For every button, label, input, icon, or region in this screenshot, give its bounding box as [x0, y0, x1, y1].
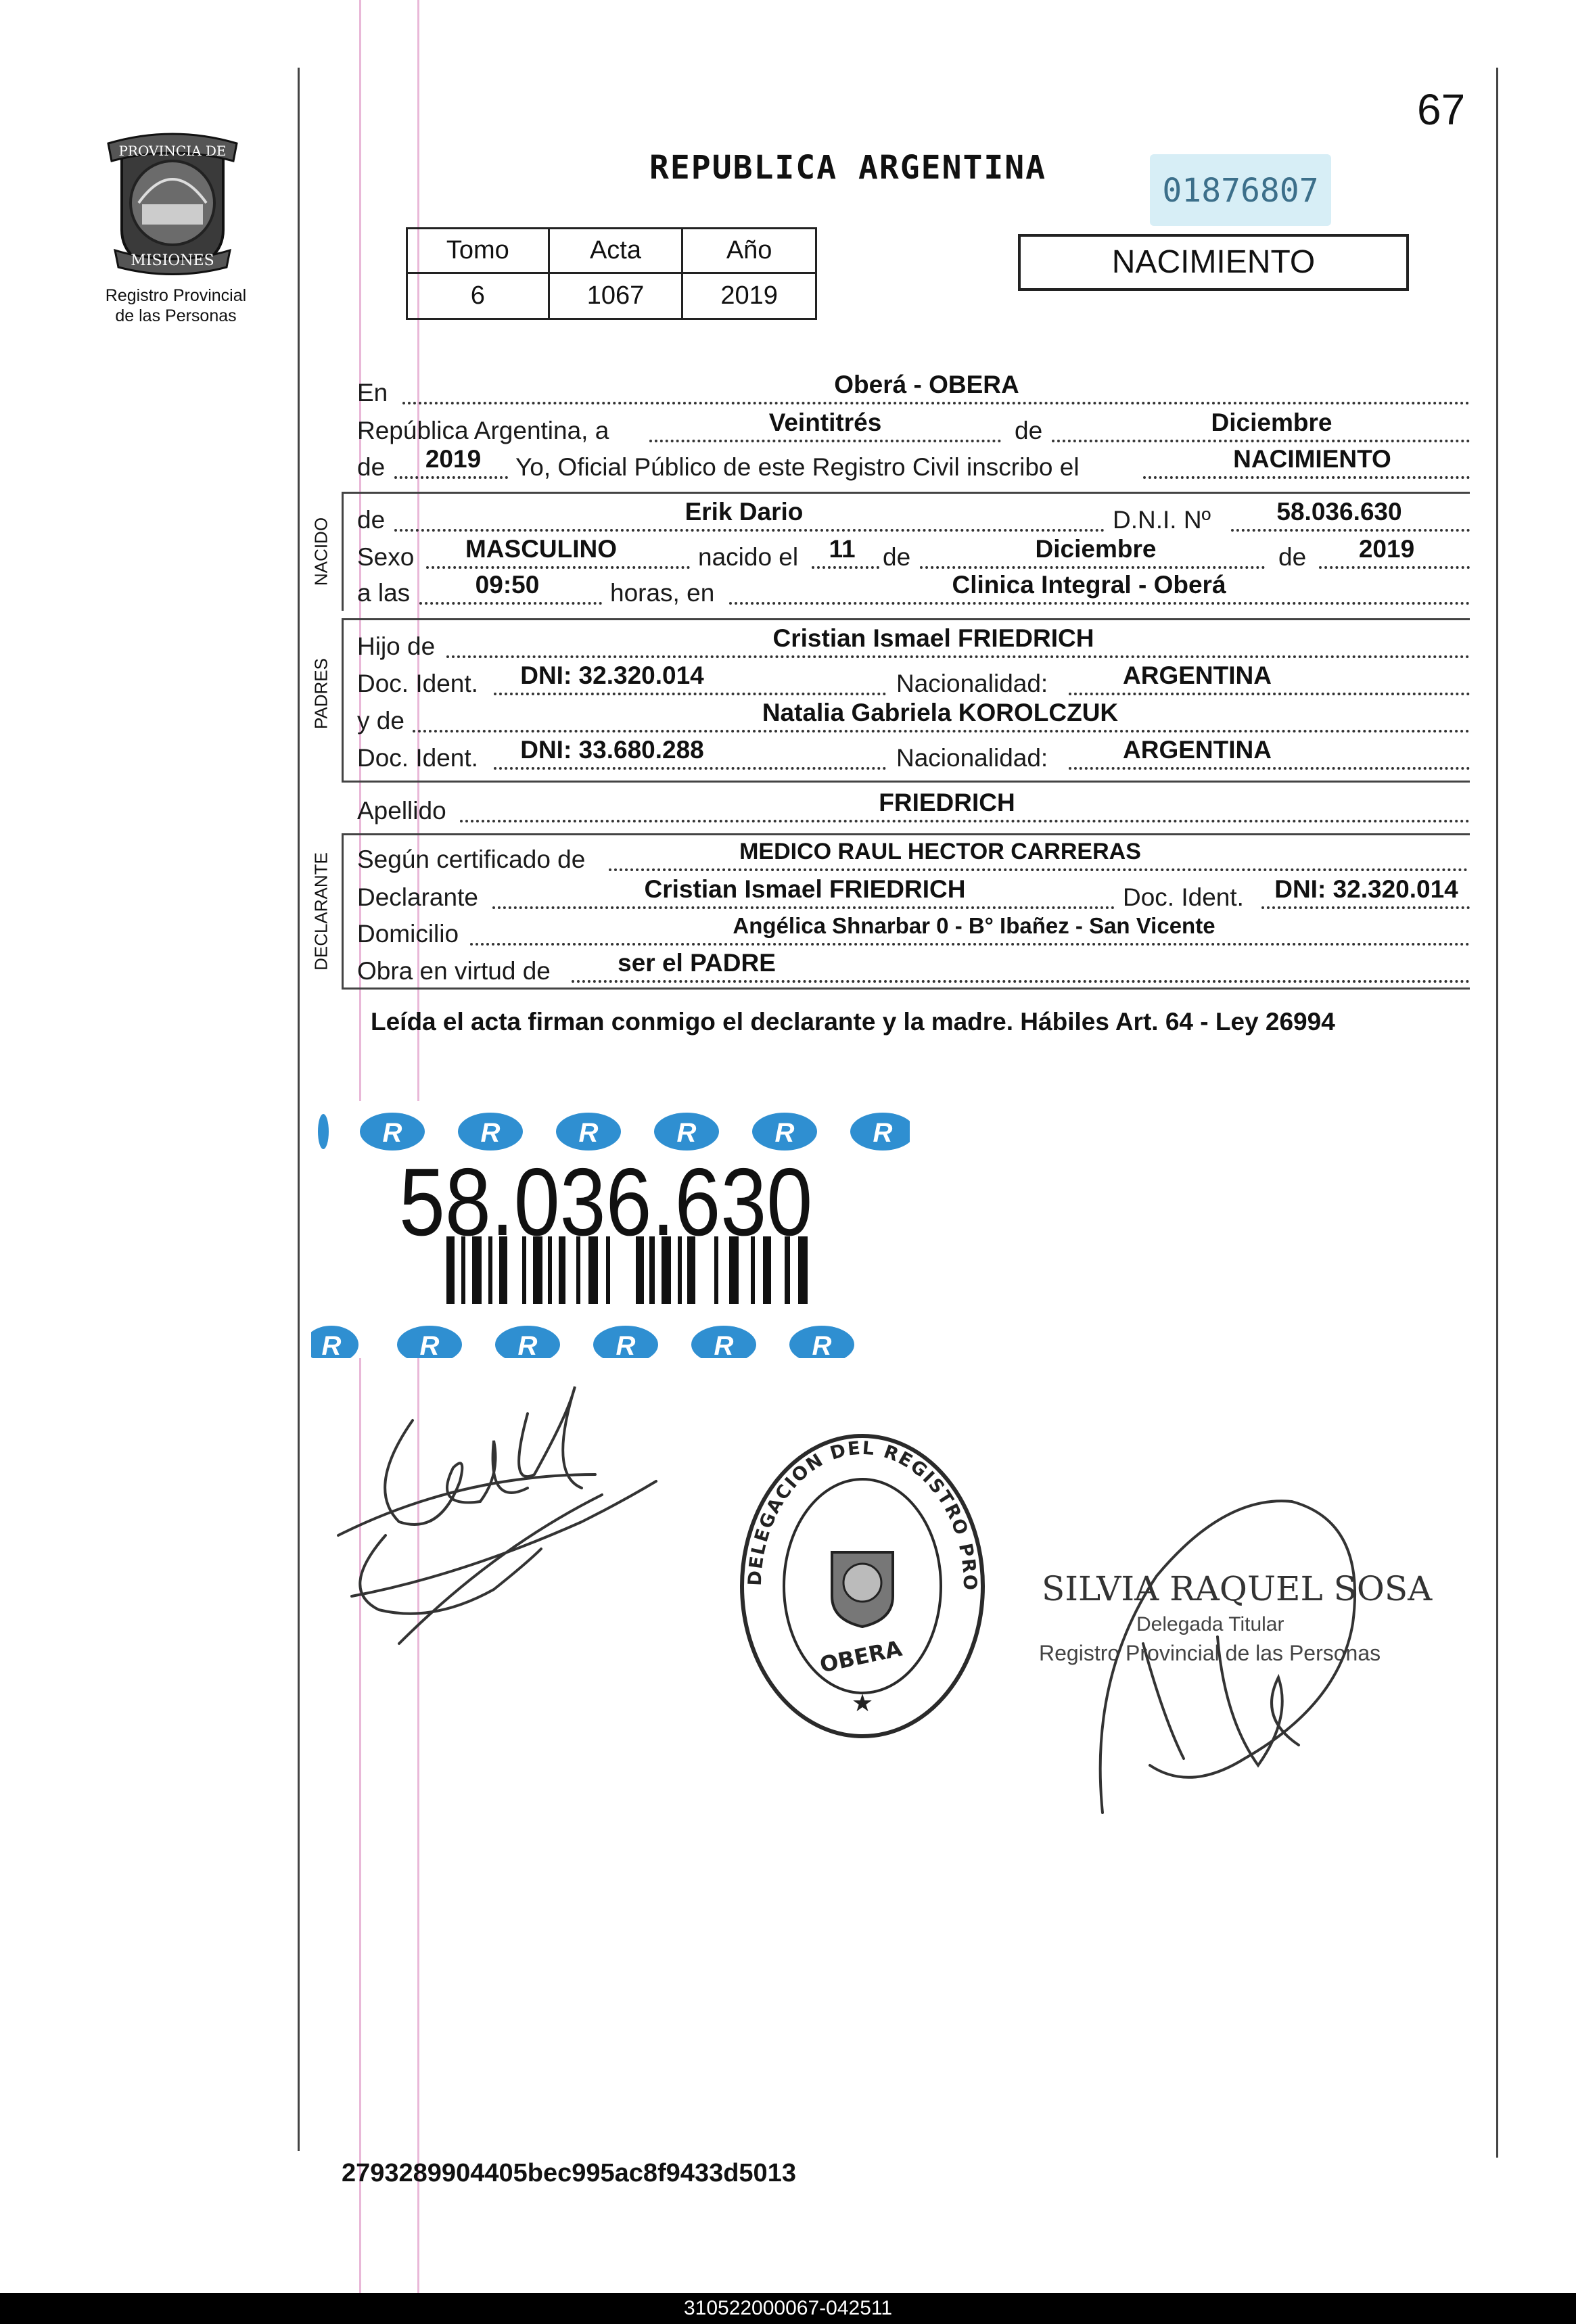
value-certificado: MEDICO RAUL HECTOR CARRERAS: [739, 839, 1141, 864]
label-sexo: Sexo: [357, 543, 415, 571]
svg-text:R: R: [714, 1331, 734, 1358]
dots-declarante-dni: [1261, 906, 1470, 909]
svg-text:PROVINCIA DE: PROVINCIA DE: [118, 143, 227, 159]
label-y-de: y de: [357, 707, 404, 735]
dots-madre-nac: [1069, 767, 1470, 770]
label-obra-en-virtud: Obra en virtud de: [357, 957, 551, 985]
value-madre-nac: ARGENTINA: [1123, 736, 1272, 764]
value-nombre: Erik Dario: [685, 498, 804, 526]
official-signature: [1075, 1474, 1427, 1826]
label-nacionalidad-padre: Nacionalidad:: [896, 670, 1048, 697]
svg-text:MISIONES: MISIONES: [131, 252, 214, 269]
svg-text:R: R: [517, 1331, 538, 1358]
label-de-name: de: [357, 506, 386, 534]
verification-hash: 2793289904405bec995ac8f9433d5013: [342, 2159, 796, 2187]
dots-dia-nac: [812, 566, 879, 569]
value-padre-dni: DNI: 32.320.014: [520, 661, 704, 689]
official-role: Delegada Titular: [1136, 1613, 1284, 1635]
value-madre: Natalia Gabriela KOROLCZUK: [762, 699, 1119, 726]
dots-anio-nac: [1319, 566, 1470, 569]
svg-text:R: R: [774, 1118, 795, 1148]
declarant-signature: [325, 1373, 676, 1657]
svg-text:★: ★: [851, 1689, 874, 1717]
dots-mes: [1052, 440, 1470, 442]
table-value-anio: 2019: [682, 273, 816, 319]
label-segun-certificado: Según certificado de: [357, 845, 586, 873]
value-dia-texto: Veintitrés: [768, 409, 882, 436]
divider-padres-top: [342, 618, 1470, 620]
record-table: [406, 227, 817, 320]
divider-declarante-top: [342, 833, 1470, 835]
value-hora: 09:50: [475, 571, 540, 599]
act-type-box: NACIMIENTO: [1018, 234, 1409, 291]
table-value-acta: 1067: [549, 273, 682, 319]
value-anio: 2019: [425, 445, 482, 473]
svg-text:R: R: [616, 1331, 636, 1358]
label-dni: D.N.I. Nº: [1113, 506, 1211, 534]
svg-text:R: R: [419, 1331, 440, 1358]
label-de-year2: de: [1278, 543, 1307, 571]
dots-hora: [419, 602, 602, 605]
svg-text:R: R: [578, 1118, 599, 1148]
value-lugar: Oberá - OBERA: [834, 371, 1019, 398]
label-nacido-el: nacido el: [698, 543, 799, 571]
serial-number: 01876807: [1162, 172, 1319, 210]
table-value-tomo: 6: [407, 273, 549, 319]
side-label-declarante: DECLARANTE: [310, 852, 331, 971]
dots-anio: [394, 476, 508, 479]
label-en: En: [357, 379, 388, 406]
value-mes-nac: Diciembre: [1035, 535, 1157, 563]
value-sexo: MASCULINO: [465, 535, 618, 563]
dots-madre-dni: [494, 767, 886, 770]
footer-code: 310522000067-042511: [683, 2297, 893, 2319]
dots-acto: [1143, 476, 1470, 479]
table-header-tomo: Tomo: [407, 229, 549, 273]
label-de-year: de: [357, 453, 386, 481]
dots-dni: [1231, 529, 1470, 532]
label-yo-oficial: Yo, Oficial Público de este Registro Civil inscribo el: [515, 453, 1080, 481]
label-de-month: de: [1015, 417, 1043, 444]
page-number: 67: [1417, 85, 1466, 134]
value-padre-nac: ARGENTINA: [1123, 661, 1272, 689]
side-label-nacido: NACIDO: [310, 517, 331, 586]
value-declarante: Cristian Ismael FRIEDRICH: [644, 875, 966, 903]
table-header-anio: Año: [682, 229, 816, 273]
official-name: SILVIA RAQUEL SOSA: [1042, 1569, 1433, 1608]
dots-padre-dni: [494, 693, 886, 695]
label-domicilio: Domicilio: [357, 920, 459, 948]
value-madre-dni: DNI: 33.680.288: [520, 736, 704, 764]
dots-apellido: [460, 820, 1470, 822]
sticker-dni-number: 58.036.630: [399, 1148, 813, 1256]
label-horas-en: horas, en: [610, 579, 715, 607]
official-stamp: [734, 1427, 991, 1745]
dots-lugar-nac: [729, 602, 1470, 605]
value-declarante-dni: DNI: 32.320.014: [1274, 875, 1458, 903]
dots-declarante: [492, 906, 1115, 909]
dots-mes-nac: [920, 566, 1265, 569]
serial-sticker: [1150, 154, 1331, 226]
value-dia-nac: 11: [829, 535, 856, 563]
label-doc-ident-padre: Doc. Ident.: [357, 670, 478, 697]
dots-domicilio: [470, 943, 1470, 946]
value-mes: Diciembre: [1211, 409, 1332, 436]
divider-declarante-bottom: [342, 987, 1470, 990]
dots-nombre: [394, 529, 1105, 532]
svg-text:DELEGACION DEL REGISTRO PROVIN: DELEGACION DEL REGISTRO PRO: [744, 1437, 981, 1591]
province-seal: [101, 129, 244, 277]
svg-text:R: R: [812, 1331, 832, 1358]
bracket-nacido: [342, 492, 344, 611]
value-dni: 58.036.630: [1276, 498, 1402, 526]
dots-certificado: [609, 868, 1468, 871]
side-label-padres: PADRES: [310, 658, 331, 729]
dots-sexo: [426, 566, 690, 569]
value-anio-nac: 2019: [1358, 535, 1415, 563]
registry-name: Registro Provincial de las Personas: [105, 286, 247, 325]
value-padre: Cristian Ismael FRIEDRICH: [772, 624, 1094, 652]
dots-padre: [446, 655, 1470, 658]
label-de-day: de: [883, 543, 911, 571]
dots-dia: [649, 440, 1001, 442]
svg-text:R: R: [873, 1118, 893, 1148]
value-apellido: FRIEDRICH: [879, 789, 1015, 816]
label-apellido: Apellido: [357, 797, 446, 824]
dots-padre-nac: [1069, 693, 1470, 695]
value-lugar-nac: Clinica Integral - Oberá: [952, 571, 1226, 599]
label-doc-ident-madre: Doc. Ident.: [357, 744, 478, 772]
svg-text:R: R: [480, 1118, 501, 1148]
label-nacionalidad-madre: Nacionalidad:: [896, 744, 1048, 772]
dots-madre: [413, 730, 1470, 733]
bracket-padres: [342, 618, 344, 781]
bracket-declarante: [342, 833, 344, 987]
document-title: REPUBLICA ARGENTINA: [649, 149, 1047, 187]
dots-obra: [572, 980, 1470, 983]
label-a-las: a las: [357, 579, 411, 607]
value-domicilio: Angélica Shnarbar 0 - B° Ibañez - San Vicente: [733, 913, 1215, 938]
label-hijo-de: Hijo de: [357, 632, 436, 660]
label-republica: República Argentina, a: [357, 417, 609, 444]
svg-text:R: R: [321, 1331, 342, 1358]
footer-bar: [0, 2293, 1576, 2324]
label-declarante: Declarante: [357, 883, 478, 911]
svg-text:R: R: [676, 1118, 697, 1148]
dots-en: [402, 402, 1470, 404]
dni-sticker: [311, 1101, 910, 1358]
svg-text:R: R: [382, 1118, 402, 1148]
divider-padres-bottom: [342, 781, 1470, 783]
svg-text:OBERA: OBERA: [817, 1635, 904, 1678]
value-obra-virtud: ser el PADRE: [618, 949, 776, 977]
official-office: Registro Provincial de las Personas: [1039, 1641, 1381, 1665]
label-doc-ident-declarante: Doc. Ident.: [1123, 883, 1244, 911]
divider-nacido-top: [342, 492, 1470, 494]
closing-text: Leída el acta firman conmigo el declarante y la madre. Hábiles Art. 64 - Ley 26994: [371, 1008, 1335, 1036]
page-border-right: [1496, 68, 1498, 2158]
page-border-left: [298, 68, 300, 2151]
value-acto: NACIMIENTO: [1233, 445, 1391, 473]
table-header-acta: Acta: [549, 229, 682, 273]
